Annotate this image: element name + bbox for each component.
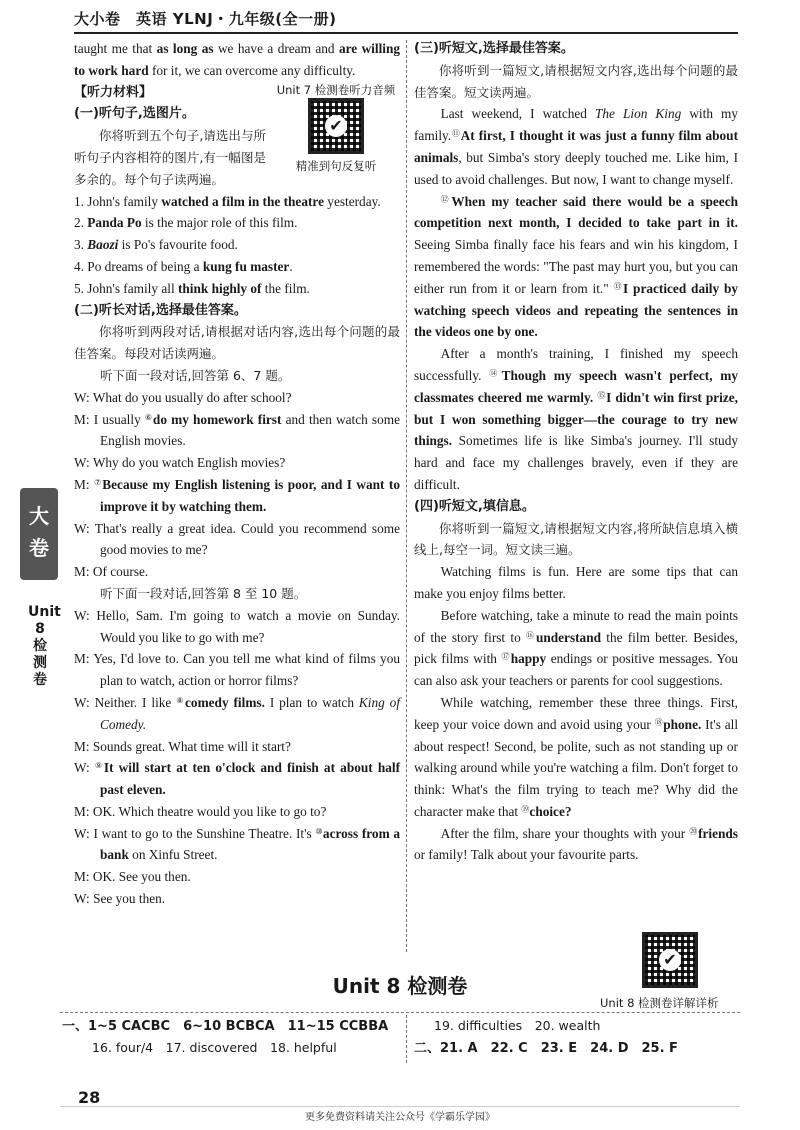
part4-paragraph-4 [414,823,738,867]
intro-paragraph [74,38,400,82]
key-sentence: do my homework first [152,411,282,427]
intro-text: for it, we can overcome any difficulty. [151,62,356,78]
answer-word: phone. [663,716,702,732]
text: Seeing Simba finally face his fears and win his kingdom, I remembered the words: "The past may hurt you, but you can either run from it or learn from it." [414,237,738,296]
part3-paragraph-1 [414,103,738,190]
answer-word: choice? [529,803,572,819]
side-tab [20,488,58,580]
text: OK. Which theatre would you like to go to? [92,803,327,819]
dialogue-1 [74,387,400,583]
text: After the film, share your thoughts with your [440,825,686,841]
part4-paragraph-1: Watching films is fun. Here are some tips that can make you enjoy films better. [414,564,738,601]
audio-title: Unit 7 检测卷听力音频 [276,82,396,97]
item-number: 4. [74,258,88,274]
listening-material-heading: 【听力材料】 [74,84,153,100]
text: and then watch some English movies. [100,411,401,449]
part4-paragraph-3 [414,692,738,823]
speaker: W: [74,825,94,841]
answers-line-2 [92,1037,337,1059]
text: I usually [93,411,145,427]
dialogue-line [74,692,400,736]
answer-marker: ⑫ [440,194,452,204]
list-item [74,191,400,213]
side-tab-big: 大 [29,504,49,528]
part1-heading: (一)听句子,选图片。 [74,106,195,122]
key-sentence: I practiced daily by watching speech videos and repeating the sentences in the videos one by one. [414,280,739,340]
side-unit-label: Unit 8 检测卷 [28,604,61,688]
answer-marker: ⑬ [613,281,624,291]
key-sentence: When my teacher said there would be a speech competition next month, I decided to take part in it. [414,193,738,231]
dialogue-line [74,866,400,888]
answer-marker: ⑩ [315,826,323,836]
dialogue-line [74,387,400,409]
part1-instruction: 你将听到五个句子,请选出与所听句子内容相符的图片,有一幅图是多余的。每个句子读两遍。 [74,128,266,187]
intro-text: taught me that [74,41,153,56]
text: endings or positive messages. You can also ask your teachers or parents for cool suggestions. [414,651,739,689]
key-phrase: Baozi [87,237,119,253]
speaker: M: [74,869,93,885]
text: the film. [261,280,310,296]
part2-sub1: 听下面一段对话,回答第 6、7 题。 [100,367,291,383]
part4-instruction: 你将听到一篇短文,请根据短文内容,将所缺信息填入横线上,每空一词。短文读三遍。 [414,520,738,558]
footer-text: 更多免费资料请关注公众号《学霸乐学园》 [305,1112,495,1123]
key-sentence: comedy films. [185,694,265,710]
check-icon: ✔ [659,949,681,971]
text: Po dreams of being a [87,258,203,274]
dialogue-line [74,888,400,910]
speaker: M: [74,411,94,427]
dialogue-line [74,409,400,453]
dialogue-line [74,452,400,474]
text: Neither. I like [94,694,177,710]
key-sentence: I didn't win first prize, but I won something bigger—the courage to try new things. [414,389,738,449]
column-divider [406,40,407,952]
list-item [74,234,400,256]
answer-marker: ⑰ [501,652,511,662]
text: OK. See you then. [92,869,191,885]
key-sentence: across from a bank [100,825,400,863]
text: is the major role of this film. [141,215,298,231]
text: After a month's training, I finished my speech successfully. [414,346,738,383]
list-item [74,212,400,234]
film-title: King of Comedy. [100,694,401,732]
text: John's family all [87,280,178,296]
key-sentence: Because my English listening is poor, and I want to improve it by watching them. [100,476,401,514]
key-phrase: kung fu master [202,258,290,274]
text: or family! Talk about your favourite parts. [414,847,639,863]
text: Sometimes life is like Simba's journey. I'll study hard and face my challenges bravely, even if they are difficult. [414,433,738,492]
header-title: 大小卷 英语 YLNJ・九年级(全一册) [74,10,337,28]
answer-marker: ⑪ [451,129,461,139]
film-title: The Lion King [594,106,682,122]
text: That's really a great idea. Could you recommend some good movies to me? [94,520,400,558]
speaker: W: [74,694,95,710]
part3-heading: (三)听短文,选择最佳答案。 [414,41,574,56]
answers-line-3 [434,1015,600,1037]
dialogue-line [74,518,400,562]
unit8-qr-caption: Unit 8 检测卷详解详析 [600,996,719,1010]
list-item [74,278,400,300]
part2-instruction: 你将听到两段对话,请根据对话内容,选出每个问题的最佳答案。每段对话读两遍。 [74,324,400,362]
answer-marker: ⑭ [489,368,502,378]
key-phrase: think highly of [177,280,262,296]
text: See you then. [93,891,166,907]
answer-word: understand [535,629,601,645]
text: Last weekend, I watched [440,106,587,122]
answer-marker: ⑥ [144,412,153,422]
speaker: M: [74,651,94,667]
answers-line-1 [62,1015,388,1038]
answer-marker: ⑲ [521,804,530,814]
text: the film better. Besides, pick films with [414,629,738,667]
answers-text: 19. difficulties 20. wealth [434,1018,601,1033]
dialogue-line [74,823,400,867]
key-sentence: At first, I thought it was just a funny film about animals [414,128,738,165]
audio-caption: 精准到句反复听 [295,158,377,173]
text: Sounds great. What time will it start? [92,738,291,754]
text: Why do you watch English movies? [92,455,286,471]
speaker: W: [74,760,95,776]
part1-list [74,191,400,300]
answers-line-4 [414,1037,678,1060]
text: It's all about respect! Second, be polite, such as not standing up or walking around while you're watching a film. Don't forget to think: What's the film trying to teach me? Why did the character make that [414,716,739,819]
left-column [74,38,400,910]
intro-bold: are willing to work hard [74,41,400,78]
unit8-rule [60,1012,740,1013]
intro-bold: as long as [156,41,214,56]
speaker: M: [74,738,93,754]
dialogue-line [74,605,400,649]
part3-paragraph-2 [414,191,738,344]
text: Yes, I'd love to. Can you tell me what kind of films you plan to watch, action or horror films? [93,651,400,689]
header-rule [74,32,738,34]
answer-word: happy [510,651,547,667]
key-phrase: watched a film in the theatre [161,193,324,209]
answer-marker: ⑦ [93,477,103,487]
answer-marker: ⑨ [94,761,104,771]
answer-marker: ⑮ [597,390,607,400]
intro-text: we have a dream and [217,41,335,56]
footer-rule [60,1106,740,1107]
list-item [74,256,400,278]
speaker: M: [74,564,93,580]
text: with my family. [414,106,739,144]
dialogue-line [74,801,400,823]
key-phrase: Panda Po [87,215,142,231]
answer-word: friends [698,825,738,841]
part2-sub2: 听下面一段对话,回答第 8 至 10 题。 [100,585,307,601]
speaker: M: [74,476,94,492]
part3-paragraph-3 [414,343,738,496]
item-number: 5. [74,280,88,296]
right-column [414,38,738,866]
item-number: 3. [74,237,88,253]
text: yesterday. [323,193,381,209]
text: . [289,258,293,274]
answers-text: 二、21. A 22. C 23. E 24. D 25. F [414,1041,678,1056]
part4-heading: (四)听短文,填信息。 [414,498,535,514]
part2-heading: (二)听长对话,选择最佳答案。 [74,302,247,318]
speaker: W: [74,455,93,471]
text: While watching, remember these three things. First, keep your voice down and avoid using your [414,694,738,732]
answers-text: 一、1~5 CACBC 6~10 BCBCA 11~15 CCBBA [62,1019,389,1034]
text: I plan to watch [264,694,354,710]
speaker: W: [74,520,95,536]
dialogue-2 [74,605,400,910]
text: I want to go to the Sunshine Theatre. It's [93,825,316,841]
side-tab-small: 卷 [29,536,49,560]
speaker: W: [74,607,97,623]
dialogue-line [74,561,400,583]
page-number: 28 [78,1088,101,1107]
unit8-title: Unit 8 检测卷 [332,974,468,998]
item-number: 2. [74,215,88,231]
dialogue-line [74,474,400,518]
check-icon: ✔ [325,115,347,137]
text: John's family [87,193,162,209]
part3-instruction: 你将听到一篇短文,请根据短文内容,选出每个问题的最佳答案。短文读两遍。 [414,62,738,100]
item-number: 1. [74,193,88,209]
qr-code-icon[interactable] [308,98,364,154]
answers-divider [406,1015,407,1063]
text: Hello, Sam. I'm going to watch a movie on Sunday. Would you like to go with me? [96,607,400,645]
part4-paragraph-2 [414,605,738,692]
text: on Xinfu Street. [128,847,218,863]
speaker: W: [74,891,94,907]
text: , but Simba's story deeply touched me. Like him, I used to avoid challenges. But now, I want to change myself. [414,149,738,187]
answer-marker: ⑯ [526,630,536,640]
answers-text: 16. four/4 17. discovered 18. helpful [92,1040,337,1055]
key-sentence: Though my speech wasn't perfect, my classmates cheered me warmly. [414,367,739,405]
key-sentence: It will start at ten o'clock and finish at about half past eleven. [100,760,401,798]
speaker: W: [74,389,93,405]
answer-marker: ⑳ [689,826,699,836]
text: Of course. [92,564,149,580]
text: What do you usually do after school? [92,389,292,405]
audio-qr-box[interactable] [272,82,400,174]
dialogue-line [74,648,400,692]
answer-marker: ⑱ [654,717,664,727]
dialogue-line [74,757,400,801]
dialogue-line [74,736,400,758]
text: is Po's favourite food. [118,237,238,253]
speaker: M: [74,803,93,819]
answer-marker: ⑧ [176,695,186,705]
text: Before watching, take a minute to read the main points of the story first to [414,607,738,645]
